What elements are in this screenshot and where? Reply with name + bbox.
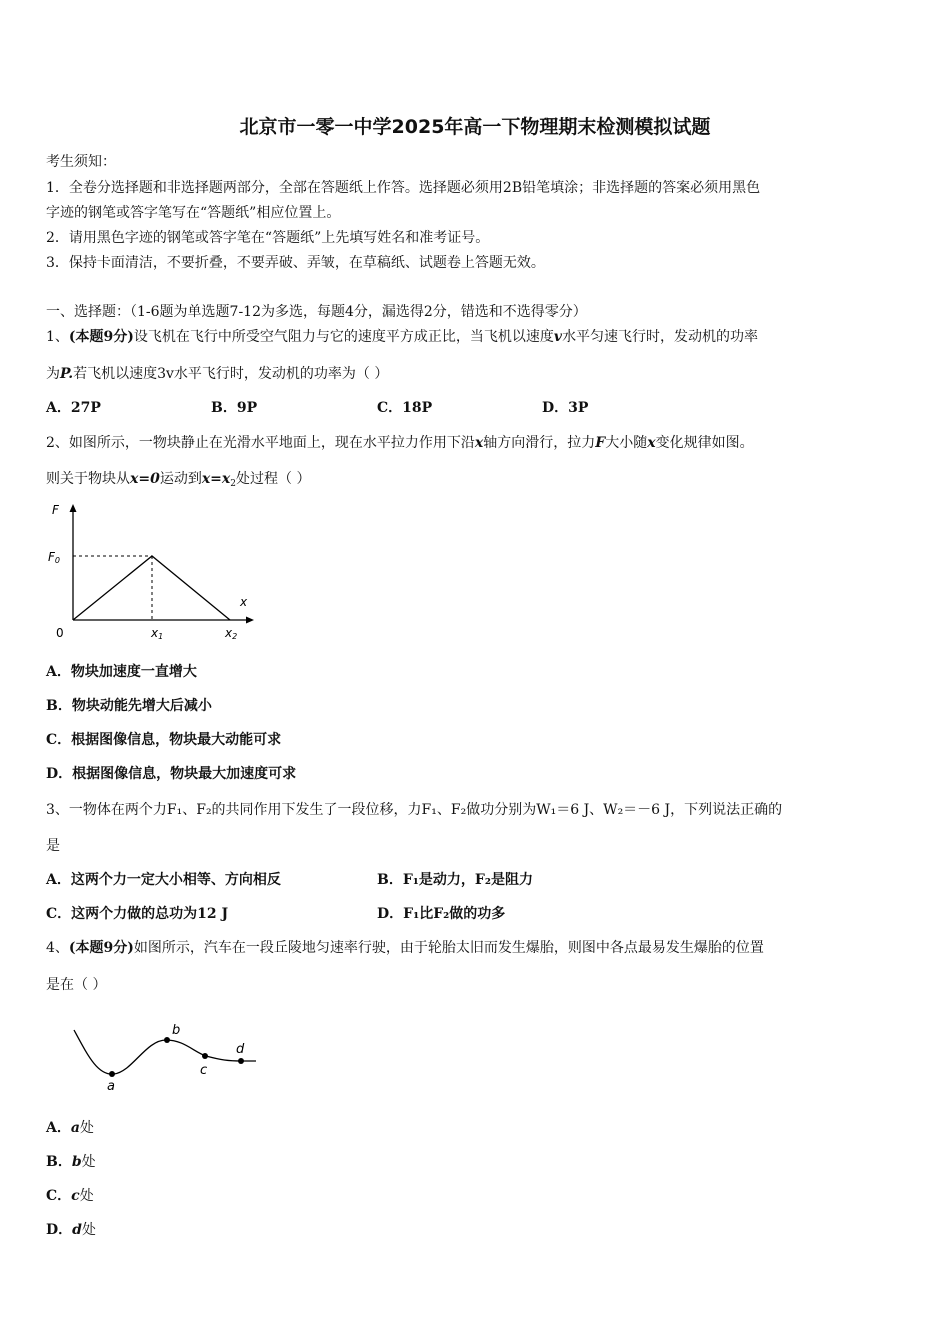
q1-option-c[interactable]: C．18P: [377, 400, 433, 416]
point-b-marker: [164, 1037, 170, 1043]
hilly-road-diagram: [66, 1018, 266, 1094]
question-2-line-2: 则关于物块从x=0运动到$x=x_2$处过程（ ）: [46, 471, 311, 489]
page-title: 北京市一零一中学2025年高一下物理期末检测模拟试题: [239, 116, 711, 138]
q4-option-d[interactable]: D．d处: [46, 1222, 96, 1238]
notice-item-3: 3．保持卡面清洁，不要折叠，不要弄破、弄皱，在草稿纸、试题卷上答题无效。: [46, 255, 545, 271]
q2-option-c[interactable]: C．根据图像信息，物块最大动能可求: [46, 732, 282, 748]
q2-option-d[interactable]: D．根据图像信息，物块最大加速度可求: [46, 766, 297, 782]
question-3-line-2: 是: [46, 838, 60, 854]
f-axis-label: F: [52, 503, 59, 517]
x1-label: x1: [151, 626, 164, 641]
q3-option-c[interactable]: C．这两个力做的总功为12 J: [46, 906, 229, 922]
y-axis-arrow: [70, 504, 77, 512]
q2-option-b[interactable]: B．物块动能先增大后减小: [46, 698, 212, 714]
point-d-marker: [238, 1058, 244, 1064]
road-curve: [74, 1030, 256, 1074]
q3-option-d[interactable]: D．F₁比F₂做的功多: [377, 906, 506, 922]
point-c-label: c: [200, 1063, 208, 1078]
notice-item-1: 1．全卷分选择题和非选择题两部分，全部在答题纸上作答。选择题必须用2B铅笔填涂；非选择题的答案必须用黑色: [46, 180, 761, 196]
question-1-line-2: 为P.若飞机以速度3v水平飞行时，发动机的功率为（ ）: [46, 366, 389, 382]
x2-label: x2: [225, 626, 238, 641]
x-axis-arrow: [246, 617, 254, 624]
q1-option-a[interactable]: A．27P: [46, 400, 101, 416]
q1-option-d[interactable]: D．3P: [542, 400, 589, 416]
question-3-line-1: 3、一物体在两个力F₁、F₂的共同作用下发生了一段位移，力F₁、F₂做功分别为W₁＝6 J、W₂＝－6 J，下列说法正确的: [46, 802, 783, 818]
origin-label: 0: [56, 626, 64, 640]
q1-option-b[interactable]: B．9P: [211, 400, 258, 416]
notice-item-2: 2．请用黑色字迹的钢笔或答字笔在“答题纸”上先填写姓名和准考证号。: [46, 230, 490, 246]
point-b-label: b: [172, 1023, 181, 1038]
notice-heading: 考生须知：: [46, 154, 116, 170]
f0-label: F0: [48, 550, 60, 565]
force-displacement-graph: [40, 498, 260, 648]
q4-option-b[interactable]: B．b处: [46, 1154, 96, 1170]
point-c-marker: [202, 1053, 208, 1059]
section-heading: 一、选择题：（1-6题为单选题7-12为多选，每题4分，漏选得2分，错选和不选得零分）: [46, 304, 587, 320]
point-d-label: d: [236, 1042, 245, 1057]
q3-option-a[interactable]: A．这两个力一定大小相等、方向相反: [46, 872, 281, 888]
q4-option-a[interactable]: A．a处: [46, 1120, 94, 1136]
q3-option-b[interactable]: B．F₁是动力，F₂是阻力: [377, 872, 533, 888]
q2-option-a[interactable]: A．物块加速度一直增大: [46, 664, 197, 680]
point-a-marker: [109, 1071, 115, 1077]
point-a-label: a: [107, 1079, 115, 1094]
q4-option-c[interactable]: C．c处: [46, 1188, 94, 1204]
question-4-line-2: 是在（ ）: [46, 977, 107, 993]
x-axis-label: x: [240, 595, 248, 609]
notice-item-1-cont: 字迹的钢笔或答字笔写在“答题纸”相应位置上。: [46, 205, 341, 221]
question-1-line-1: 1、(本题9分)设飞机在飞行中所受空气阻力与它的速度平方成正比，当飞机以速度v水平匀速飞行时，发动机的功率: [46, 329, 759, 345]
question-4-line-1: 4、(本题9分)如图所示，汽车在一段丘陵地匀速率行驶，由于轮胎太旧而发生爆胎，则图中各点最易发生爆胎的位置: [46, 940, 764, 956]
question-2-line-1: 2、如图所示，一物块静止在光滑水平地面上，现在水平拉力作用下沿x轴方向滑行，拉力F大小随x变化规律如图。: [46, 435, 754, 451]
